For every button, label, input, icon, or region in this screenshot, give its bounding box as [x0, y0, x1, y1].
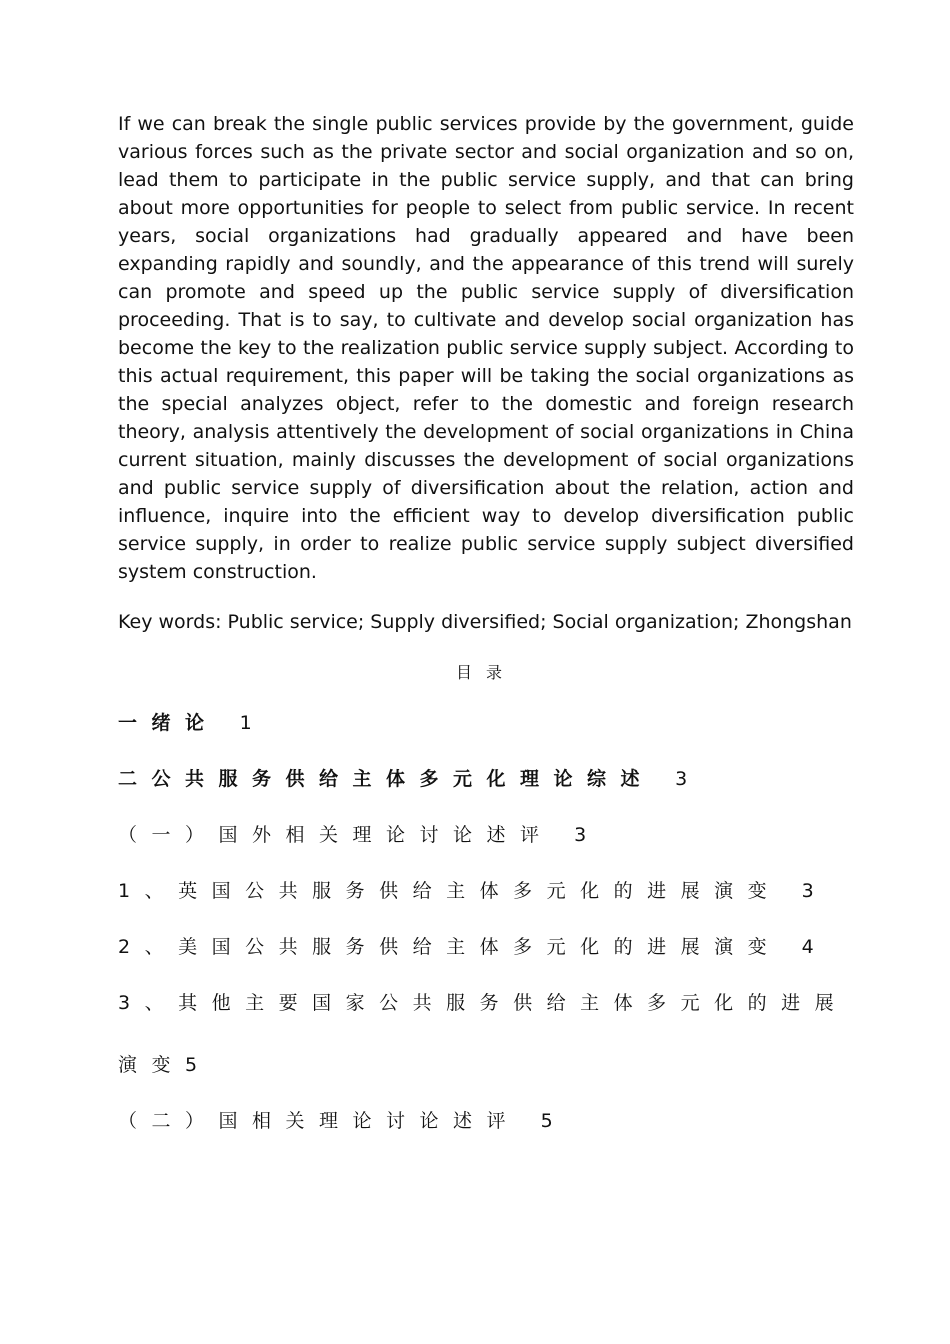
toc-entry-label: 二公共服务供给主体多元化理论综述: [118, 768, 655, 790]
toc-entry-label: （二）国相关理论讨论述评: [118, 1110, 521, 1132]
toc-entry-page: 3: [675, 768, 688, 790]
table-of-contents: [118, 709, 854, 1135]
keywords-line: Key words: Public service; Supply diversified; Social organization; Zhongshan: [118, 611, 852, 633]
toc-entry-introduction[interactable]: [118, 709, 854, 737]
toc-entry-page: 3: [801, 880, 814, 902]
toc-entry-theory-review[interactable]: [118, 765, 854, 793]
toc-entry-foreign-theory[interactable]: [118, 821, 854, 849]
toc-entry-other-countries[interactable]: [118, 972, 854, 1096]
toc-entry-uk[interactable]: [118, 877, 854, 905]
document-page: [118, 110, 854, 1163]
toc-entry-domestic-theory[interactable]: [118, 1107, 854, 1135]
toc-entry-page: 4: [801, 936, 814, 958]
toc-entry-us[interactable]: [118, 933, 854, 961]
toc-entry-label: 2、美国公共服务供给主体多元化的进展演变: [118, 936, 782, 958]
toc-entry-label: （一）国外相关理论讨论述评: [118, 824, 554, 846]
toc-title: 目录: [455, 663, 516, 682]
toc-entry-label: 3、其他主要国家公共服务供给主体多元化的进展演变: [118, 992, 849, 1076]
toc-entry-page: 1: [239, 712, 252, 734]
abstract-paragraph: If we can break the single public services provide by the government, guide various forces such as the private sector and social organization and so on, lead them to participate in the public service supply, and that can bring about more opportunities for people to select from public service. In recent years, social organizations had gradually appeared and have been expanding rapidly and soundly, and the appearance of this trend will surely can promote and speed up the public service supply of diversification proceeding. That is to say, to cultivate and develop social organization has become the key to the realization public service supply subject. According to this actual requirement, this paper will be taking the social organizations as the special analyzes object, refer to the domestic and foreign research theory, analysis attentively the development of social organizations in China current situation, mainly discusses the development of social organizations and public service supply of diversification about the relation, action and influence, inquire into the efficient way to develop diversification public service supply, in order to realize public service supply subject diversified system construction.: [118, 113, 854, 583]
toc-entry-label: 一绪论: [118, 712, 219, 734]
toc-entry-page: 3: [574, 824, 587, 846]
toc-entry-page: 5: [185, 1054, 198, 1076]
toc-entry-page: 5: [540, 1110, 553, 1132]
toc-entry-label: 1、英国公共服务供给主体多元化的进展演变: [118, 880, 782, 902]
